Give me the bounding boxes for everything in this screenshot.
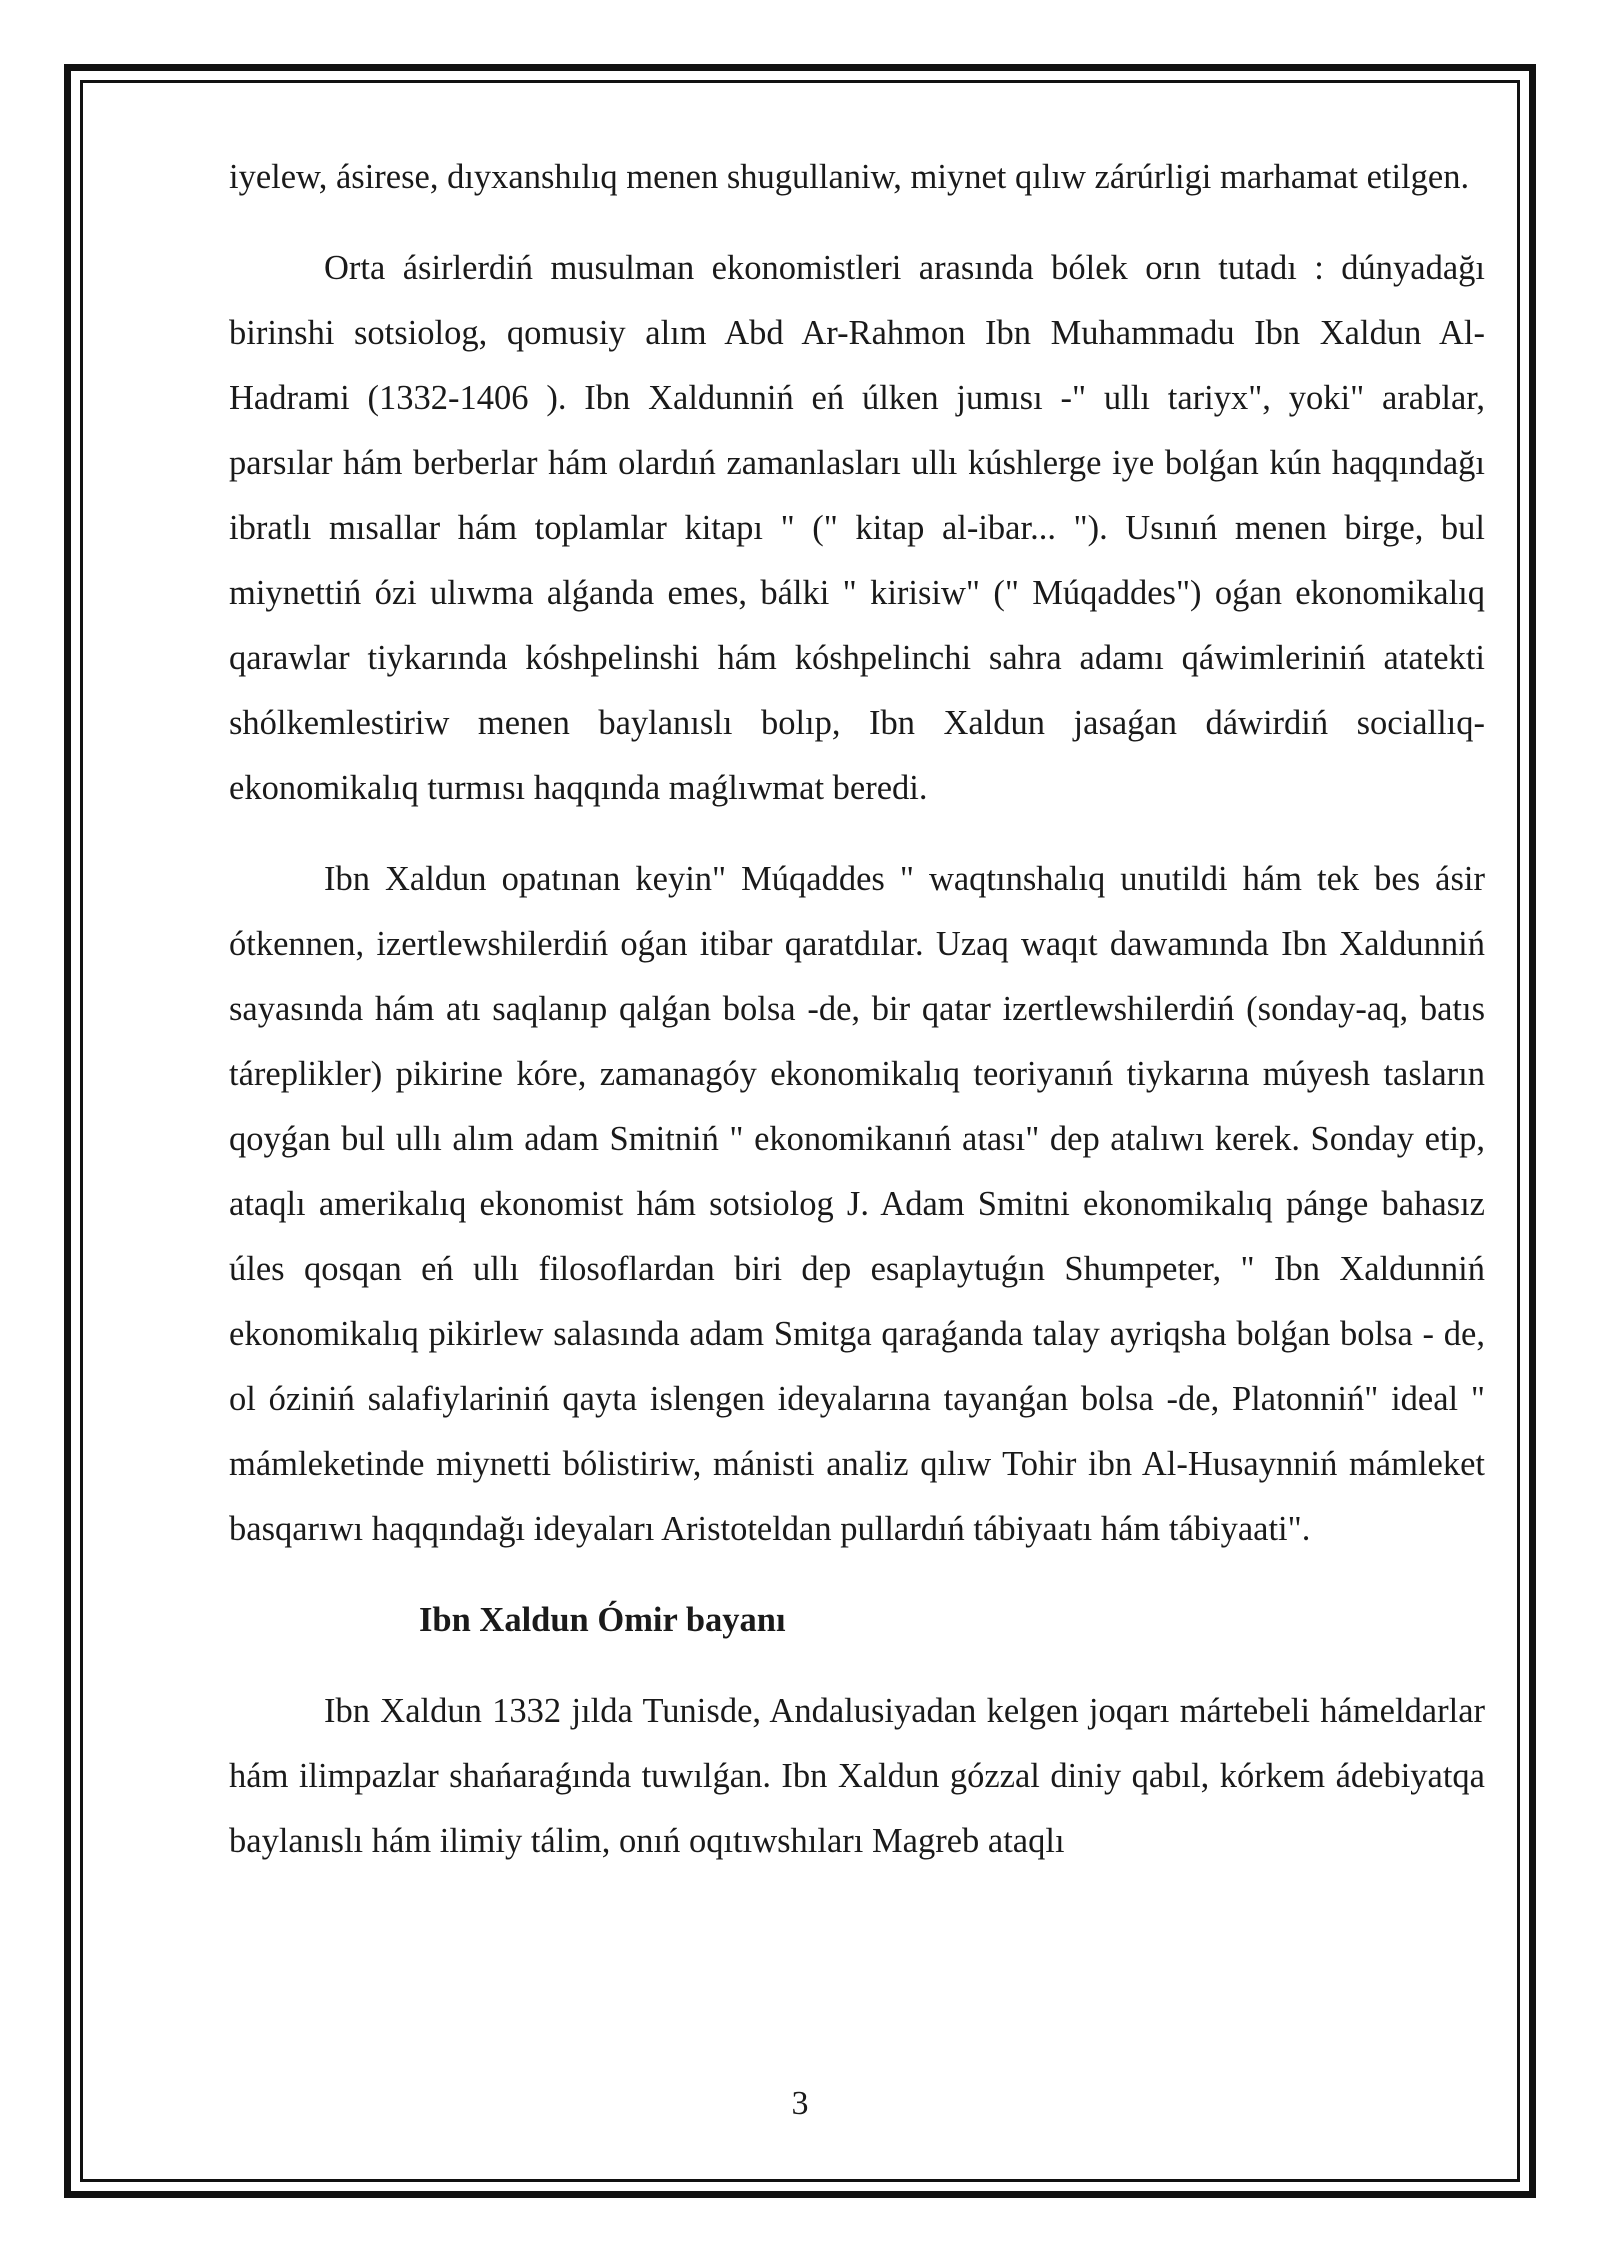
paragraph-continuation: iyelew, ásirese, dıyxanshılıq menen shugullaniw, miynet qılıw zárúrligi marhamat etilgen.	[229, 158, 1470, 196]
page-number: 3	[791, 2085, 809, 2122]
paragraph-biography: Ibn Xaldun 1332 jılda Tunisde, Andalusiyadan kelgen joqarı mártebeli hámeldarlar hám ilimpazlar shańaraǵında tuwılǵan. Ibn Xaldun gózzal diniy qabıl, kórkem ádebiyatqa baylanıslı hám ilimiy tálim, onıń oqıtıwshıları Magreb ataqlı	[229, 1692, 1485, 1860]
paragraph-muqaddes: Ibn Xaldun opatınan keyin" Múqaddes " waqtınshalıq unutildi hám tek bes ásir ótkennen, izertlewshilerdiń oǵan itibar qaratdılar. Uzaq waqıt dawamında Ibn Xaldunniń sayasında hám atı saqlanıp qalǵan bolsa -de, bir qatar izertlewshilerdiń (sonday-aq, batıs táreplikler) pikirine kóre, zamanagóy ekonomikalıq teoriyanıń tiykarına múyesh tasların qoyǵan bul ullı alım adam Smitniń " ekonomikanıń atası" dep atalıwı kerek. Sonday etip, ataqlı amerikalıq ekonomist hám sotsiolog J. Adam Smitni ekonomikalıq pánge bahasız úles qosqan eń ullı filosoflardan biri dep esaplaytuǵın Shumpeter, " Ibn Xaldunniń ekonomikalıq pikirlew salasında adam Smitga qaraǵanda talay ayriqsha bolǵan bolsa - de, ol óziniń salafiylariniń qayta islengen ideyalarına tayanǵan bolsa -de, Platonniń" ideal " mámleketinde miynetti bólistiriw, mánisti analiz qılıw Tohir ibn Al-Husaynniń mámleket basqarıwı haqqındağı ideyaları Aristoteldan pullardıń tábiyaatı hám tábiyaati".	[229, 860, 1485, 1548]
section-heading: Ibn Xaldun Ómir bayanı	[419, 1601, 786, 1639]
paragraph-ibn-xaldun-intro: Orta ásirlerdiń musulman ekonomistleri arasında bólek orın tutadı : dúnyadağı birinshi sotsiolog, qomusiy alım Abd Ar-Rahmon Ibn Muhammadu Ibn Xaldun Al-Hadrami (1332-1406 ). Ibn Xaldunniń eń úlken jumısı -" ullı tariyx", yoki" arablar, parsılar hám berberlar hám olardıń zamanlasları ullı kúshlerge iye bolǵan kún haqqındağı ibratlı mısallar hám toplamlar kitapı " (" kitap al-ibar... "). Usınıń menen birge, bul miynettiń ózi ulıwma alǵanda emes, bálki " kirisiw" (" Múqaddes") oǵan ekonomikalıq qarawlar tiykarında kóshpelinshi hám kóshpelinchi sahra adamı qáwimleriniń atatekti shólkemlestiriw menen baylanıslı bolıp, Ibn Xaldun jasaǵan dáwirdiń sociallıq-ekonomikalıq turmısı haqqında maǵlıwmat beredi.	[229, 249, 1485, 807]
document-body	[229, 145, 1485, 1900]
